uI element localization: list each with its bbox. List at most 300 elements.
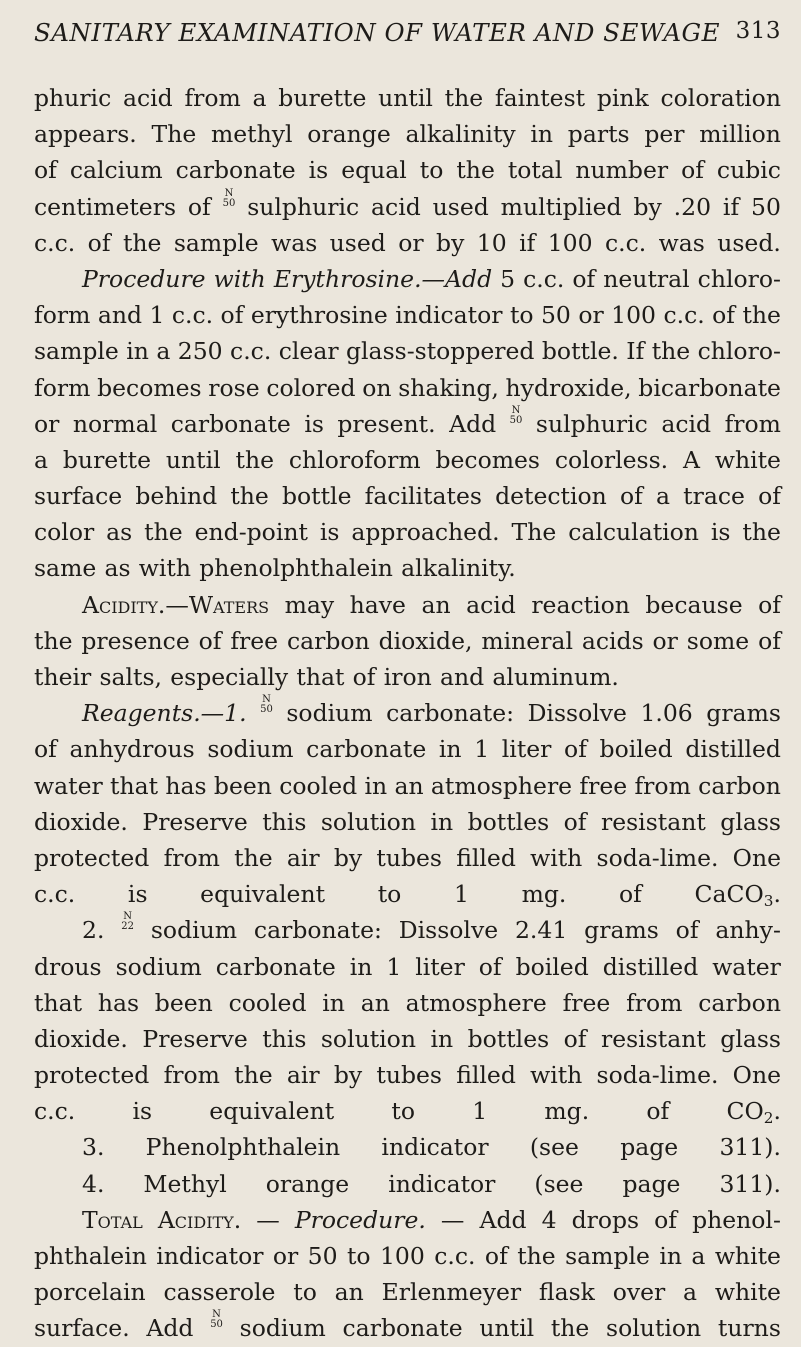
word: c.c. [34, 880, 76, 909]
word: filled [456, 843, 516, 872]
word: presence [81, 626, 190, 655]
word: Reagents.—1. [82, 699, 247, 728]
word: Total [82, 1205, 143, 1234]
word: that [110, 771, 159, 800]
word: if [519, 228, 536, 257]
word: their [34, 663, 92, 691]
word: Add [479, 1205, 527, 1234]
word: air [286, 843, 320, 872]
word: sample [173, 228, 259, 257]
normality-fraction: N 50 [509, 404, 523, 426]
word: phthalein [34, 1242, 147, 1270]
word: burette [62, 445, 152, 474]
word: c.c. [171, 301, 214, 330]
word: of [34, 156, 57, 185]
word: from [626, 988, 683, 1017]
word: distilled [685, 735, 781, 764]
word: The [151, 120, 197, 149]
text-line [34, 370, 781, 406]
word: sodium [239, 1314, 326, 1343]
word: to [377, 880, 402, 909]
word: the [550, 1314, 590, 1343]
word: calculation [568, 518, 699, 547]
word: over [612, 1278, 666, 1307]
word: the [444, 84, 484, 112]
word: free [579, 771, 628, 800]
word: 1 [149, 301, 165, 330]
word: grams [706, 699, 781, 728]
word: resistant [600, 1024, 706, 1053]
text-line [34, 659, 781, 695]
word: is [308, 156, 329, 185]
word: used. [717, 228, 781, 257]
word: the [235, 445, 275, 474]
word: of [478, 952, 502, 981]
word: Add [449, 409, 497, 438]
word: salts, [99, 663, 163, 691]
word: calcium [69, 156, 163, 185]
word: liter [501, 735, 552, 764]
page-header [34, 18, 781, 47]
word: until [165, 445, 221, 474]
word: equal [341, 156, 407, 185]
word: the [234, 1061, 273, 1090]
word: acid [466, 590, 516, 619]
word: 4 [541, 1205, 557, 1234]
word: parts [567, 120, 630, 149]
text-line [34, 587, 781, 623]
word: c.c. [34, 1097, 76, 1126]
text-line [34, 261, 781, 297]
word: Acidity. [157, 1205, 242, 1234]
word: neutral [603, 264, 690, 293]
word: of [187, 192, 211, 221]
text-line [34, 1129, 781, 1165]
word: carbonate [175, 156, 296, 185]
word: chloroform [288, 445, 421, 474]
word: with [530, 843, 583, 872]
word: dioxide, [378, 626, 473, 655]
word: as [106, 518, 133, 547]
word: carbon [286, 626, 370, 655]
word: mg. [544, 1097, 590, 1126]
word: trace [683, 482, 745, 511]
text-line [34, 1202, 781, 1238]
word: bottle [281, 482, 352, 511]
word: used [432, 192, 489, 221]
word: to [509, 301, 534, 330]
word: indicator [156, 1242, 264, 1270]
word: orange [307, 120, 391, 149]
word: this [262, 1024, 307, 1053]
word: alkalinity. [401, 554, 516, 583]
word: boiled [515, 952, 589, 981]
word: colored [266, 373, 356, 402]
word: sodium [150, 916, 238, 945]
word: and [440, 663, 485, 691]
word: in [126, 337, 149, 366]
word: the [122, 228, 162, 257]
word: color [34, 518, 95, 547]
word: erythrosine [250, 301, 388, 330]
text-line [34, 406, 781, 442]
word: glass [720, 807, 781, 836]
word: acid [661, 409, 712, 438]
word: same [34, 554, 97, 583]
word: 1 [386, 952, 402, 981]
word: been [213, 771, 272, 800]
word: filled [456, 1061, 516, 1090]
text-line [34, 550, 781, 586]
word: 50 [307, 1242, 338, 1270]
word: orange [265, 1169, 350, 1198]
word: c.c. [34, 228, 76, 257]
text-line [34, 80, 781, 116]
word: by [633, 192, 662, 221]
text-line [34, 514, 781, 550]
word: centimeters [34, 192, 176, 221]
word: from [184, 84, 241, 112]
word: Phenolphthalein [145, 1133, 341, 1162]
word: drous [34, 952, 102, 981]
word: tubes [376, 843, 442, 872]
word: is [304, 409, 324, 438]
word: in [530, 120, 554, 149]
text-line [34, 949, 781, 985]
word: 1 [472, 1097, 488, 1126]
word: a [156, 337, 171, 366]
word: in [659, 1242, 682, 1270]
word: of [646, 1097, 670, 1126]
text-line [34, 1238, 781, 1274]
word: behind [135, 482, 218, 511]
word: protected [34, 843, 150, 872]
word: of [34, 735, 57, 764]
word: chloro- [697, 264, 781, 293]
word: the [34, 626, 73, 655]
word: water [34, 771, 103, 800]
word: the [456, 156, 495, 185]
text-line [34, 297, 781, 333]
text-line [34, 623, 781, 659]
word: 3. [82, 1133, 105, 1162]
text-line [34, 1310, 781, 1346]
word: glass-stoppered [346, 337, 535, 366]
word: form [34, 301, 91, 330]
word: porcelain [34, 1278, 146, 1307]
word: sample [34, 337, 119, 366]
word: 2. [82, 916, 105, 945]
word: the [234, 843, 273, 872]
word: solution [320, 807, 416, 836]
word: of [220, 301, 244, 330]
word: in [349, 952, 373, 981]
word: have [349, 590, 406, 619]
word: carbonate [342, 1314, 463, 1343]
word: 311). [719, 1169, 781, 1198]
word: of [87, 228, 111, 257]
word: sulphuric [535, 409, 648, 438]
word: becomes [97, 373, 202, 402]
word: form [34, 373, 91, 402]
word: One [732, 1061, 781, 1090]
word: $CO_2$. [726, 1097, 781, 1128]
word: on [362, 373, 392, 402]
word: a [34, 445, 49, 474]
word: free [230, 626, 279, 655]
word: bicarbonate [638, 373, 781, 402]
word: with [213, 264, 266, 293]
word: drops [571, 1205, 640, 1234]
word: of [681, 156, 704, 185]
word: acid [371, 192, 421, 221]
word: atmosphere [405, 988, 547, 1017]
word: an [334, 1278, 364, 1307]
word: water [712, 952, 781, 981]
word: chloro- [697, 337, 781, 366]
word: Procedure [82, 264, 206, 293]
word: 4. [82, 1169, 105, 1198]
word: that [296, 663, 345, 691]
word: of [484, 1242, 508, 1270]
word: of [654, 1205, 678, 1234]
word: some [686, 626, 750, 655]
word: solution [606, 1314, 702, 1343]
word: to [346, 1242, 371, 1270]
word: if [722, 192, 740, 221]
word: grams [584, 916, 659, 945]
text-line [34, 1057, 781, 1093]
word: end-point [194, 518, 308, 547]
normality-fraction: N 50 [260, 694, 273, 716]
word: the [144, 518, 183, 547]
text-line [34, 1166, 781, 1202]
word: of [712, 301, 735, 330]
word: 50 [751, 192, 781, 221]
word: of [563, 1024, 587, 1053]
word: carbonate [306, 735, 427, 764]
word: coloration [660, 84, 781, 112]
word: equivalent [209, 1097, 335, 1126]
word: 2.41 [514, 916, 568, 945]
word: 1 [474, 735, 490, 764]
word: Erythrosine.—Add [273, 264, 493, 293]
word: that [34, 988, 83, 1017]
word: 10 [476, 228, 507, 257]
word: million [699, 120, 781, 149]
word: from [163, 843, 220, 872]
word: c.c. [663, 301, 705, 330]
word: a [683, 1278, 698, 1307]
word: — [256, 1205, 280, 1234]
word: Acidity.—Waters [82, 590, 270, 619]
word: boiled [599, 735, 673, 764]
word: protected [34, 1061, 150, 1090]
word: carbonate: [253, 916, 382, 945]
text-line [34, 840, 781, 876]
word: detection [495, 482, 607, 511]
word: hydroxide, [505, 373, 632, 402]
word: of [758, 626, 781, 655]
word: phenol- [692, 1205, 781, 1234]
word: indicator [381, 1133, 489, 1162]
word: normal [72, 409, 158, 438]
text-line [34, 1021, 781, 1057]
word: is [132, 1097, 153, 1126]
word: has [165, 771, 207, 800]
word: been [154, 988, 213, 1017]
word: or [272, 1242, 299, 1270]
word: carbonate [215, 952, 336, 981]
word: or [34, 409, 60, 438]
word: burette [278, 84, 367, 112]
word: resistant [600, 807, 706, 836]
word: number [575, 156, 669, 185]
word: bottle. [541, 337, 619, 366]
word: faintest [494, 84, 586, 112]
word: (see [529, 1133, 579, 1162]
word: the [230, 482, 269, 511]
text-line [34, 731, 781, 767]
word: present. [337, 409, 436, 438]
word: of [563, 807, 587, 836]
word: Methyl [143, 1169, 227, 1198]
word: by [333, 843, 363, 872]
word: sample [565, 1242, 650, 1270]
word: bottles [467, 807, 550, 836]
word: with [138, 554, 191, 583]
word: of [352, 663, 376, 691]
normality-fraction: N 50 [222, 187, 236, 209]
word: shaking, [398, 373, 499, 402]
word: flask [538, 1278, 595, 1307]
word: atmosphere [430, 771, 573, 800]
word: c.c. [230, 337, 272, 366]
word: Dissolve [527, 699, 627, 728]
word: — [440, 1205, 465, 1234]
word: casserole [163, 1278, 276, 1307]
word: mineral [481, 626, 573, 655]
word: as [104, 554, 131, 583]
word: sodium [286, 699, 373, 728]
word: until [479, 1314, 535, 1343]
word: 100 [611, 301, 656, 330]
word: sulphuric [247, 192, 360, 221]
text-line [34, 804, 781, 840]
word: bottles [467, 1024, 550, 1053]
word: mg. [521, 880, 567, 909]
body-text [34, 80, 781, 1347]
word: One [732, 843, 781, 872]
normality-fraction: N 22 [121, 911, 135, 933]
word: was [271, 228, 318, 257]
word: or [398, 228, 424, 257]
word: phuric [34, 84, 112, 112]
word: or [652, 626, 678, 655]
word: of [198, 626, 222, 655]
word: Preserve [142, 1024, 248, 1053]
word: in [438, 735, 462, 764]
word: 1 [453, 880, 469, 909]
word: anhydrous [69, 735, 195, 764]
text-line [34, 116, 781, 152]
word: to [391, 1097, 415, 1126]
word: c.c. [604, 228, 647, 257]
word: acid [122, 84, 173, 112]
word: tubes [376, 1061, 442, 1090]
word: to [293, 1278, 317, 1307]
word: sodium [207, 735, 294, 764]
word: 50 [540, 301, 571, 330]
word: a [655, 482, 670, 511]
word: is [127, 880, 148, 909]
word: in [364, 771, 388, 800]
word: facilitates [364, 482, 482, 511]
text-line [34, 333, 781, 369]
word: rose [208, 373, 260, 402]
word: carbonate [170, 409, 291, 438]
word: glass [720, 1024, 781, 1053]
word: solution [320, 1024, 416, 1053]
word: is [319, 518, 340, 547]
word: because [645, 590, 743, 619]
word: Add [146, 1314, 194, 1343]
word: iron [383, 663, 432, 691]
word: 100 [379, 1242, 425, 1270]
word: carbon [698, 988, 781, 1017]
word: air [286, 1061, 320, 1090]
word: Procedure. [294, 1205, 426, 1234]
word: of [619, 482, 643, 511]
page-number: 313 [735, 18, 781, 44]
word: appears. [34, 120, 137, 149]
word: a [252, 84, 267, 112]
word: the [651, 337, 691, 366]
word: an [421, 590, 451, 619]
text-line [34, 442, 781, 478]
word: The [511, 518, 557, 547]
word: .20 [673, 192, 712, 221]
word: free [562, 988, 611, 1017]
word: to [419, 156, 444, 185]
word: white [714, 445, 781, 474]
word: phenolphthalein [199, 554, 393, 583]
word: total [507, 156, 563, 185]
text-line [34, 876, 781, 912]
word: page [622, 1169, 681, 1198]
word: c.c. [523, 264, 565, 293]
word: with [530, 1061, 583, 1090]
word: A [682, 445, 700, 474]
word: pink [596, 84, 649, 112]
word: of [758, 590, 781, 619]
word: methyl [210, 120, 293, 149]
word: distilled [602, 952, 699, 981]
word: (see [534, 1169, 584, 1198]
word: indicator [395, 301, 503, 330]
word: indicator [388, 1169, 496, 1198]
word: carbonate: [386, 699, 515, 728]
text-line [34, 1274, 781, 1310]
word: and [97, 301, 143, 330]
word: Erlenmeyer [381, 1278, 522, 1307]
word: approached. [351, 518, 500, 547]
word: white [714, 1278, 781, 1307]
word: c.c. [434, 1242, 476, 1270]
word: in [322, 988, 345, 1017]
word: aluminum. [492, 663, 619, 691]
word: especially [170, 663, 289, 691]
